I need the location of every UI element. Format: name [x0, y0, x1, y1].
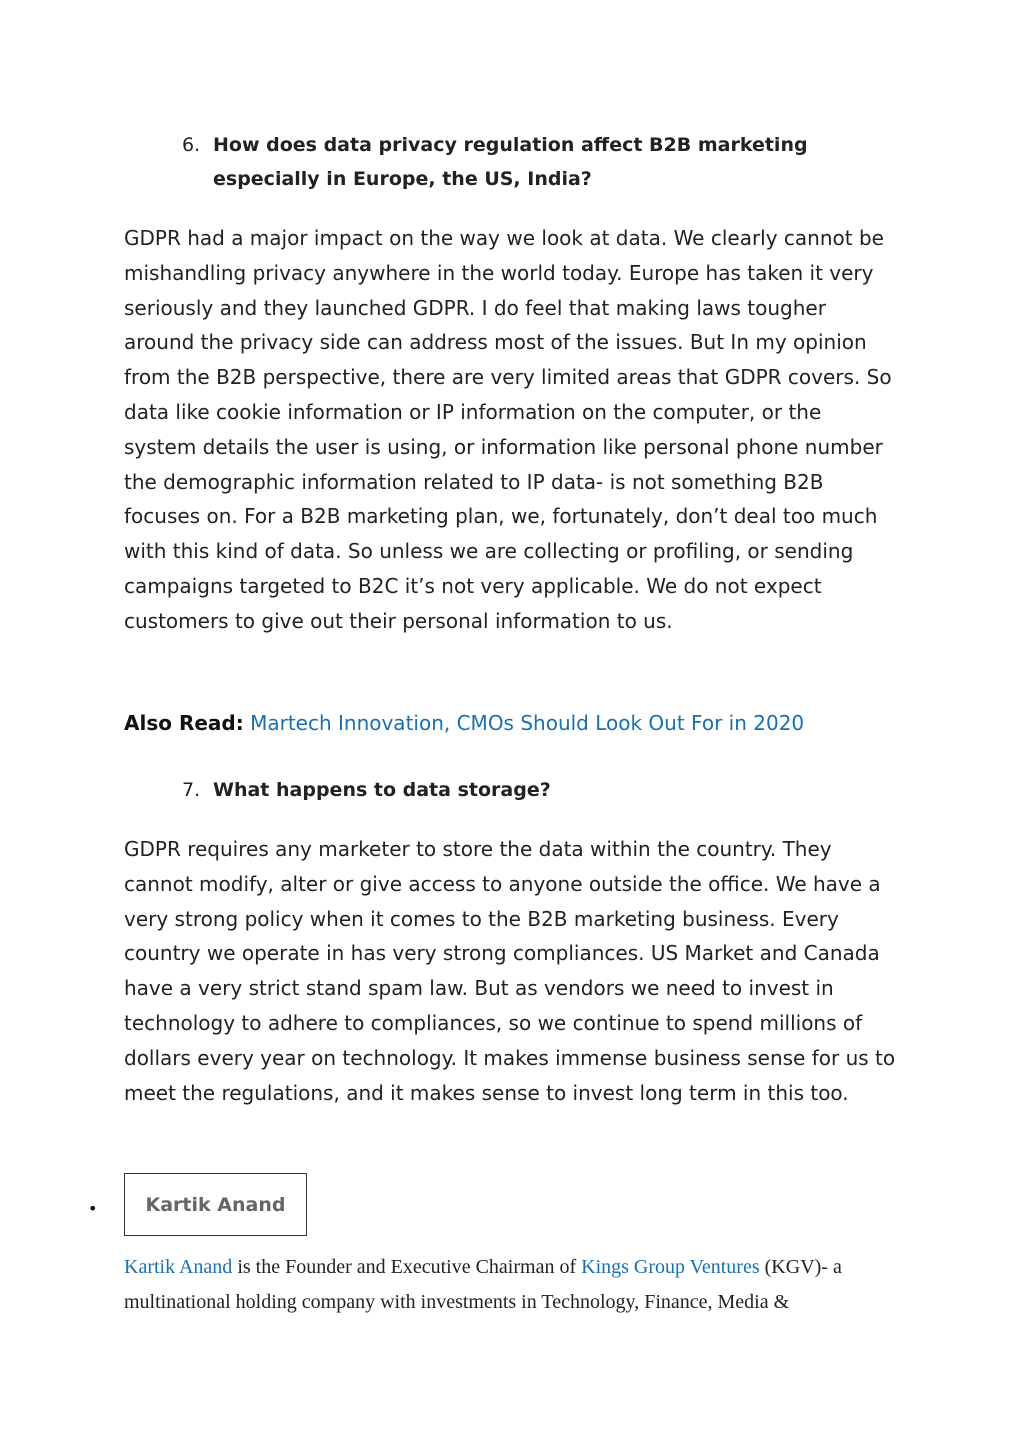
list-bullet: •	[88, 1199, 98, 1218]
question-number: 7.	[182, 779, 201, 801]
company-link[interactable]: Kings Group Ventures	[581, 1256, 760, 1278]
question-heading: How does data privacy regulation affect B2B marketing especially in Europe, the US, India?	[213, 134, 808, 190]
author-name-link[interactable]: Kartik Anand	[124, 1256, 233, 1278]
author-name-box: Kartik Anand	[124, 1173, 307, 1236]
question-6	[182, 129, 862, 196]
question-number: 6.	[182, 134, 201, 156]
answer-paragraph: GDPR had a major impact on the way we look at data. We clearly cannot be mishandling privacy anywhere in the world today. Europe has taken it very seriously and they launched GDPR. I do feel that making laws tougher around the privacy side can address most of the issues. But In my opinion from the B2B perspective, there are very limited areas that GDPR covers. So data like cookie information or IP information on the computer, or the system details the user is using, or information like personal phone number the demographic information related to IP data- is not something B2B focuses on. For a B2B marketing plan, we, fortunately, don’t deal too much with this kind of data. So unless we are collecting or profiling, or sending campaigns targeted to B2C it’s not very applicable. We do not expect customers to give out their personal information to us.	[124, 226, 892, 633]
author-list-item	[88, 1173, 307, 1236]
answer-paragraph: GDPR requires any marketer to store the data within the country. They cannot modify, alter or give access to anyone outside the office. We have a very strong policy when it comes to the B2B marketing business. Every country we operate in has very strong compliances. US Market and Canada have a very strict stand spam law. But as vendors we need to invest in technology to adhere to compliances, so we continue to spend millions of dollars every year on technology. It makes immense business sense for us to meet the regulations, and it makes sense to invest long term in this too.	[124, 837, 896, 1105]
bio-text: (KGV)- a multinational holding company with investments in Technology, Finance, Media &	[124, 1256, 842, 1313]
author-bio	[124, 1250, 904, 1320]
question-heading: What happens to data storage?	[213, 779, 551, 801]
bio-text: is the Founder and Executive Chairman of	[232, 1256, 582, 1278]
question-7	[182, 774, 862, 808]
also-read-link[interactable]: Martech Innovation, CMOs Should Look Out For in 2020	[250, 711, 805, 735]
also-read-label: Also Read:	[124, 711, 244, 735]
also-read	[124, 706, 804, 740]
